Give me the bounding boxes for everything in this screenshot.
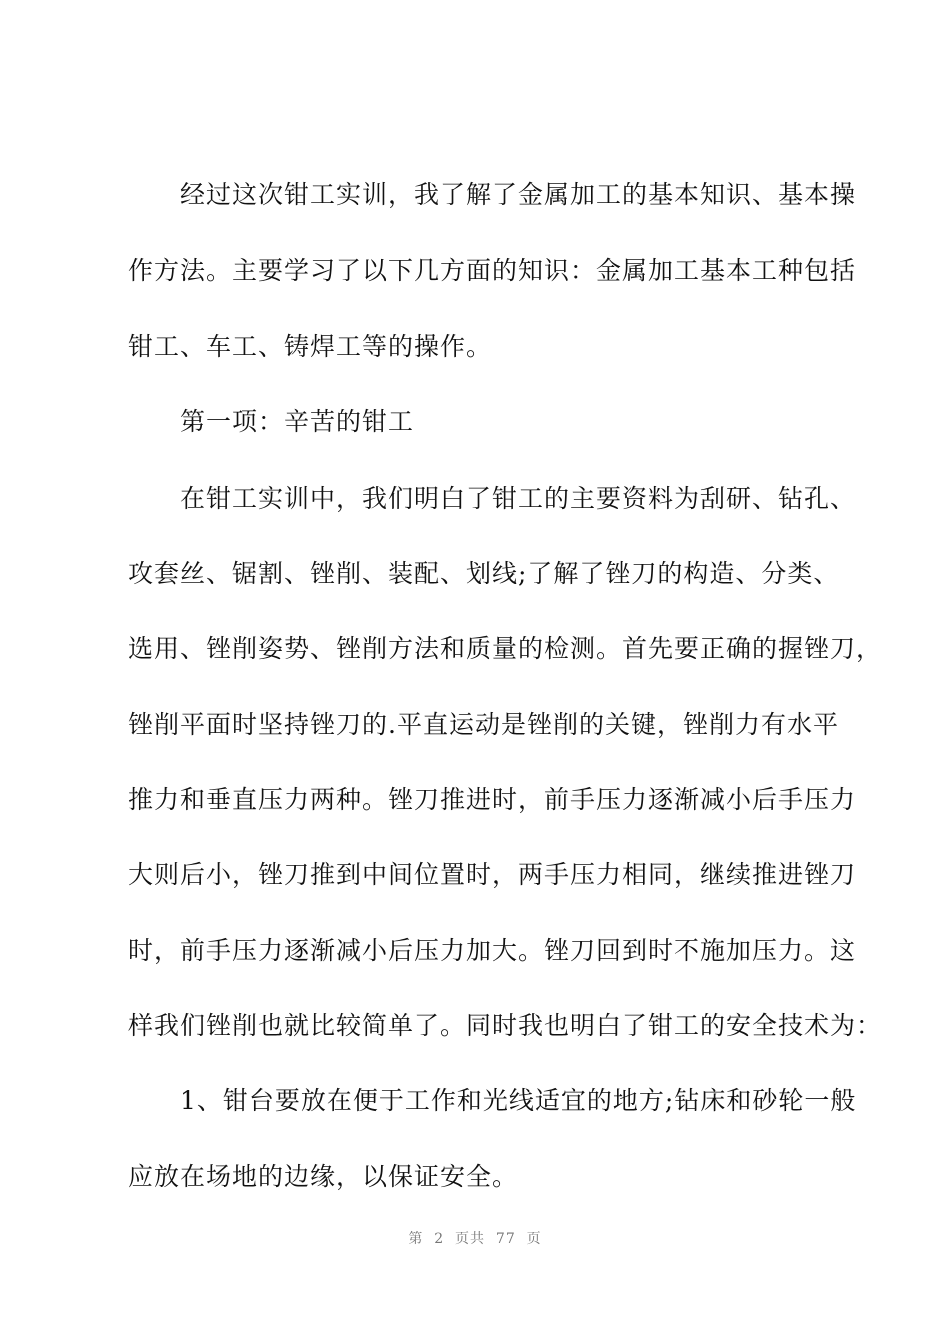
paragraph-line: 大则后小，锉刀推到中间位置时，两手压力相同，继续推进锉刀 — [128, 860, 857, 889]
paragraph-line: 经过这次钳工实训，我了解了金属加工的基本知识、基本操 — [180, 180, 857, 209]
paragraph-line: 时，前手压力逐渐减小后压力加大。锉刀回到时不施加压力。这 — [128, 936, 857, 965]
paragraph-line: 攻套丝、锯割、锉削、装配、划线;了解了锉刀的构造、分类、 — [128, 559, 840, 588]
list-item-line: 应放在场地的边缘，以保证安全。 — [128, 1162, 519, 1191]
paragraph-line: 钳工、车工、铸焊工等的操作。 — [128, 332, 493, 361]
paragraph-line: 推力和垂直压力两种。锉刀推进时，前手压力逐渐减小后手压力 — [128, 785, 857, 814]
paragraph-line: 锉削平面时坚持锉刀的.平直运动是锉削的关键，锉削力有水平 — [128, 710, 839, 739]
page-number-footer: 第 2 页共 77 页 — [408, 1231, 542, 1247]
paragraph-line: 作方法。主要学习了以下几方面的知识：金属加工基本工种包括 — [128, 256, 857, 285]
paragraph-line: 在钳工实训中，我们明白了钳工的主要资料为刮研、钻孔、 — [180, 484, 857, 513]
section-heading: 第一项：辛苦的钳工 — [180, 407, 415, 436]
list-item-line: 1、钳台要放在便于工作和光线适宜的地方;钻床和砂轮一般 — [180, 1086, 857, 1115]
paragraph-line: 样我们锉削也就比较简单了。同时我也明白了钳工的安全技术为： — [128, 1011, 883, 1040]
paragraph-line: 选用、锉削姿势、锉削方法和质量的检测。首先要正确的握锉刀， — [128, 634, 883, 663]
